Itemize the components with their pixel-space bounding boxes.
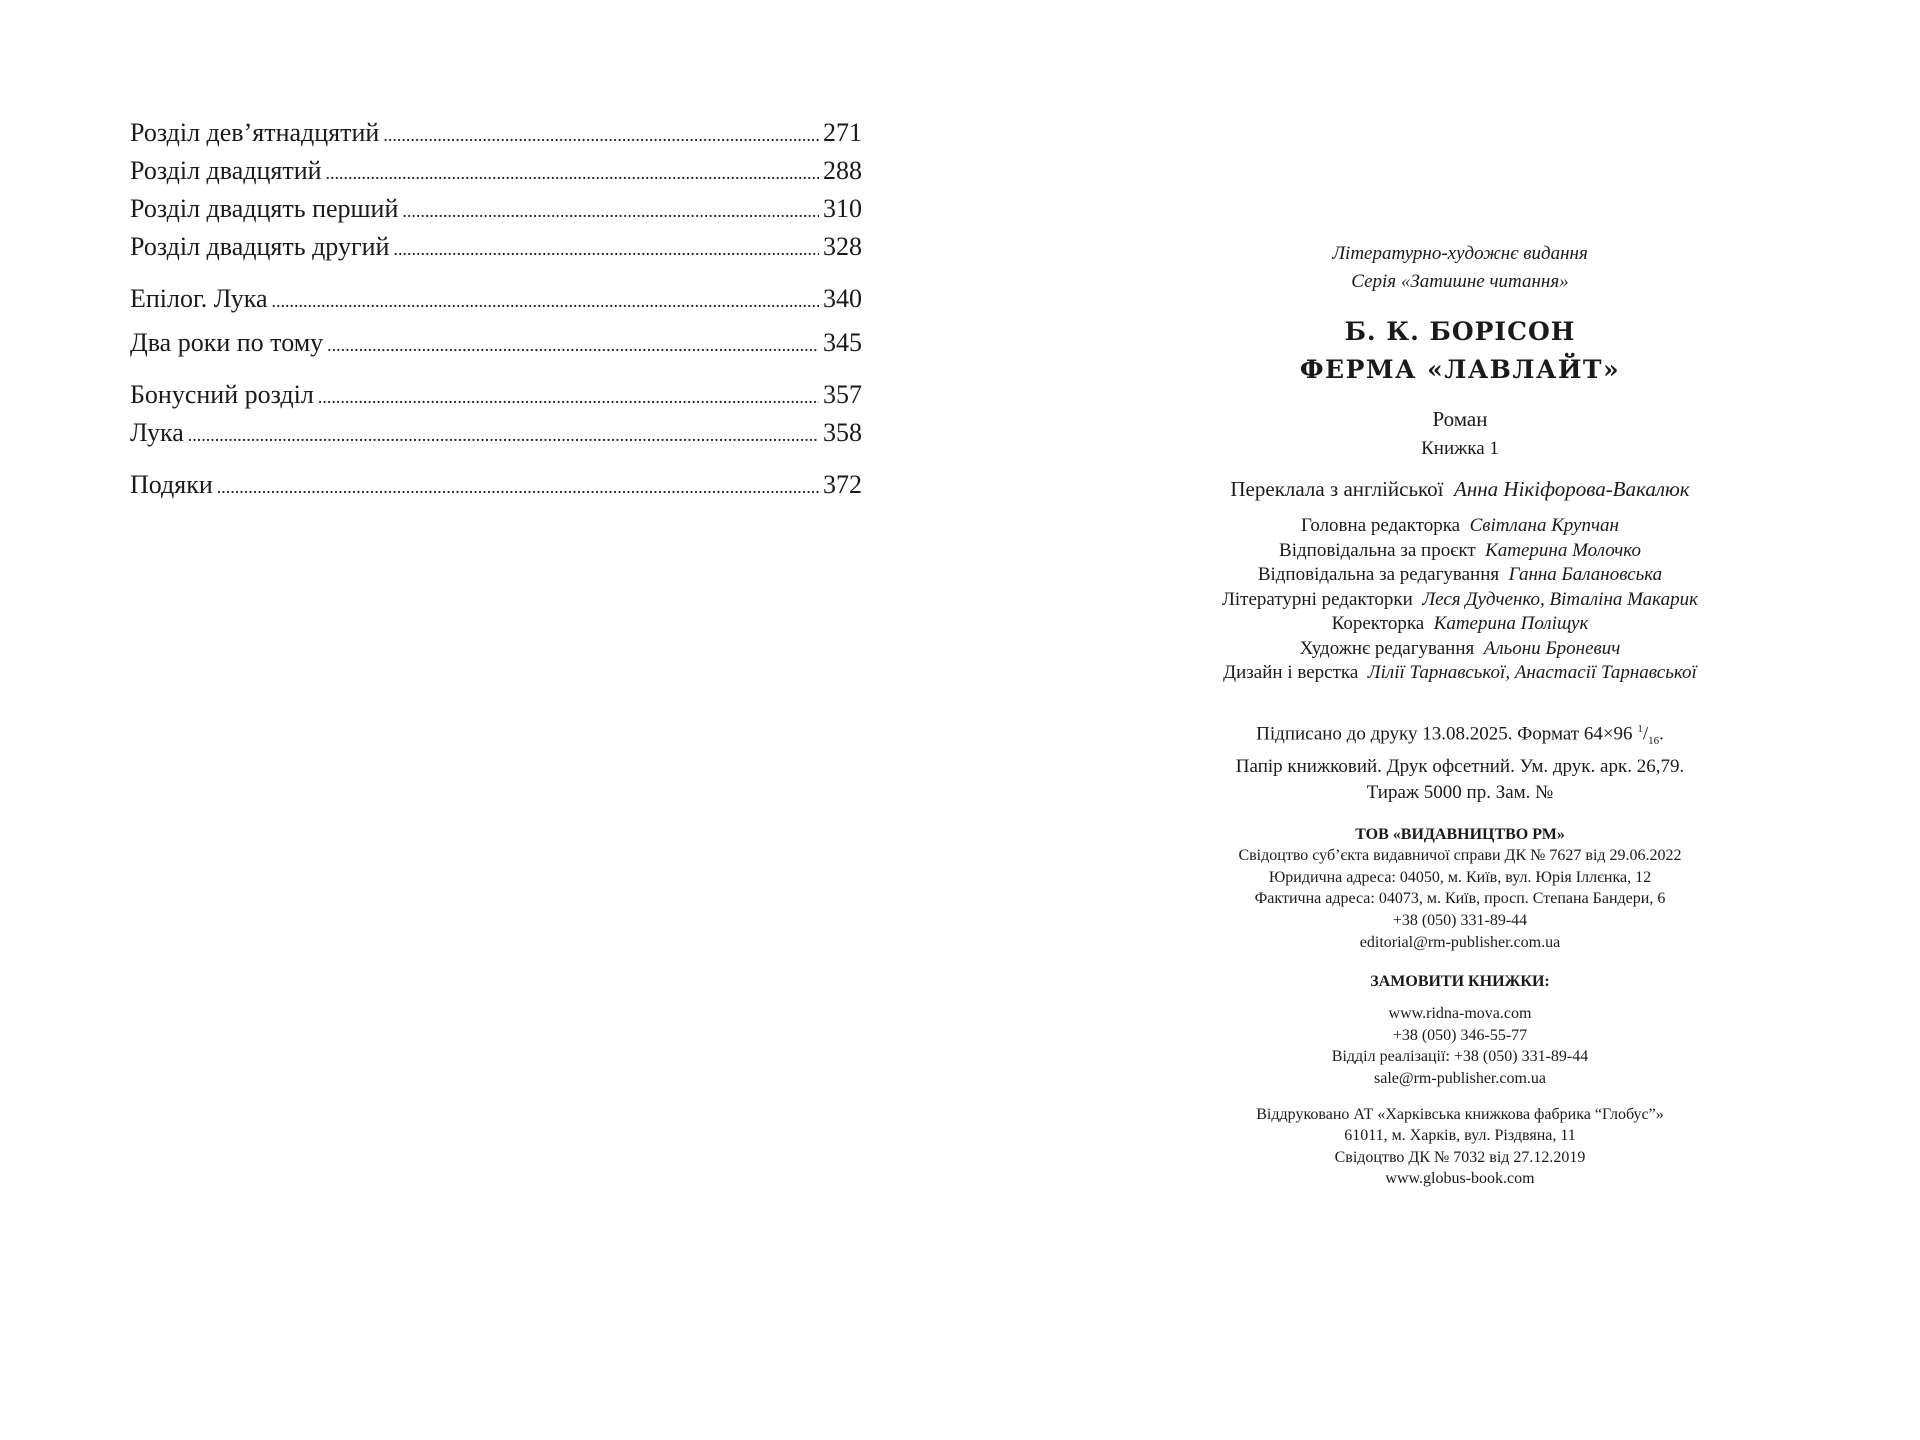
credit-name: Ганна Балановська xyxy=(1508,564,1663,585)
circulation-info: Тираж 5000 пр. Зам. № xyxy=(1366,781,1554,803)
credit-line xyxy=(1145,588,1775,613)
signed-to-print: Підписано до друку 13.08.2025. Формат 64×96 $^1/_{16}$. xyxy=(1256,722,1664,747)
toc-entry-title: Розділ двадцять перший xyxy=(130,194,399,223)
printer-website: www.globus-book.com xyxy=(1385,1170,1535,1188)
credit-role: Літературні редакторки xyxy=(1222,588,1413,610)
toc-leader-dots xyxy=(393,240,819,258)
toc-entry-page: 340 xyxy=(823,284,862,313)
toc-leader-dots xyxy=(326,164,819,182)
toc-leader-dots xyxy=(217,478,819,496)
book-number: Книжка 1 xyxy=(1421,438,1499,459)
book-author: Б. К. БОРІСОН xyxy=(1344,317,1576,346)
translator-credit xyxy=(1145,474,1775,504)
toc-entry xyxy=(130,118,862,156)
toc-entry xyxy=(130,232,862,270)
credit-name: Світлана Крупчан xyxy=(1469,515,1619,536)
toc-entry-page: 357 xyxy=(823,380,862,409)
publisher-phone: +38 (050) 331-89-44 xyxy=(1392,912,1528,929)
sales-department: Відділ реалізації: +38 (050) 331-89-44 xyxy=(1331,1048,1589,1066)
credit-role: Відповідальна за проєкт xyxy=(1279,539,1476,561)
translator-role: Переклала з англійської xyxy=(1230,477,1444,501)
credit-role: Відповідальна за редагування xyxy=(1257,564,1500,585)
imprint-page xyxy=(1145,240,1775,1190)
book-genre: Роман xyxy=(1432,407,1488,431)
credit-name: Катерина Молочко xyxy=(1485,539,1641,561)
edition-type: Літературно-художнє видання xyxy=(1332,243,1588,264)
toc-entry-title: Розділ дев’ятнадцятий xyxy=(130,118,380,147)
paper-info: Папір книжковий. Друк офсетний. Ум. друк. арк. 26,79. xyxy=(1235,755,1685,777)
format-denominator: 16 xyxy=(1648,734,1660,747)
credit-line xyxy=(1145,539,1775,564)
order-website: www.ridna-mova.com xyxy=(1388,1005,1532,1023)
publisher-line: Свідоцтво суб’єкта видавничої справи ДК № 7627 від 29.06.2022 xyxy=(1238,847,1682,865)
translator-name: Анна Нікіфорова-Вакалюк xyxy=(1454,477,1690,501)
credit-line xyxy=(1145,661,1775,686)
toc-entry xyxy=(130,194,862,232)
toc-leader-dots xyxy=(272,292,820,310)
credit-role: Головна редакторка xyxy=(1301,515,1461,536)
credit-line xyxy=(1145,612,1775,637)
format-numerator: 1 xyxy=(1637,722,1643,735)
book-title: ФЕРМА «ЛАВЛАЙТ» xyxy=(1299,355,1621,384)
toc-leader-dots xyxy=(402,202,819,220)
printer-certificate: Свідоцтво ДК № 7032 від 27.12.2019 xyxy=(1334,1148,1586,1166)
publisher-name: ТОВ «ВИДАВНИЦТВО РМ» xyxy=(1355,825,1565,843)
series-name: Серія «Затишне читання» xyxy=(1351,271,1569,292)
toc-leader-dots xyxy=(188,426,819,444)
print-details xyxy=(1145,716,1775,806)
toc-entry xyxy=(130,284,862,322)
toc-entry-page: 271 xyxy=(823,118,862,147)
toc-entry xyxy=(130,380,862,418)
toc-entry-title: Розділ двадцятий xyxy=(130,156,322,185)
credit-name: Альони Броневич xyxy=(1483,637,1621,659)
publisher-email: editorial@rm-publisher.com.ua xyxy=(1359,933,1561,951)
printer-address: 61011, м. Харків, вул. Різдвяна, 11 xyxy=(1344,1127,1576,1145)
credit-role: Дизайн і верстка xyxy=(1223,662,1359,683)
publisher-line: Фактична адреса: 04073, м. Київ, просп. Степана Бандери, 6 xyxy=(1254,890,1666,908)
toc-entry-title: Епілог. Лука xyxy=(130,284,268,313)
toc-entry-page: 328 xyxy=(823,232,862,261)
toc-entry xyxy=(130,156,862,194)
staff-credits xyxy=(1145,514,1775,686)
order-block xyxy=(1145,1003,1775,1089)
signed-to-print-text: Підписано до друку 13.08.2025. Формат 64×96 xyxy=(1256,722,1633,744)
toc-entry-title: Подяки xyxy=(130,470,213,499)
table-of-contents xyxy=(130,118,862,508)
toc-entry xyxy=(130,328,862,366)
toc-entry-page: 310 xyxy=(823,194,862,223)
toc-entry-page: 345 xyxy=(823,328,862,357)
toc-entry-page: 288 xyxy=(823,156,862,185)
printer-block xyxy=(1145,1104,1775,1190)
credit-name: Лілії Тарнавської, Анастасії Тарнавської xyxy=(1367,662,1697,683)
toc-entry-title: Лука xyxy=(130,418,184,447)
credit-name: Катерина Поліщук xyxy=(1433,613,1589,634)
credit-line xyxy=(1145,637,1775,662)
publisher-block xyxy=(1145,824,1775,954)
publisher-line: Юридична адреса: 04050, м. Київ, вул. Юрія Іллєнка, 12 xyxy=(1268,868,1652,886)
toc-entry-page: 358 xyxy=(823,418,862,447)
toc-entry-page: 372 xyxy=(823,470,862,499)
credit-role: Коректорка xyxy=(1331,613,1425,634)
credit-line xyxy=(1145,514,1775,539)
credit-line xyxy=(1145,563,1775,588)
credit-name: Леся Дудченко, Віталіна Макарик xyxy=(1422,588,1698,610)
toc-leader-dots xyxy=(318,388,819,406)
toc-leader-dots xyxy=(383,126,819,144)
signed-suffix: . xyxy=(1659,722,1664,744)
toc-entry-title: Бонусний розділ xyxy=(130,380,314,409)
order-heading: ЗАМОВИТИ КНИЖКИ: xyxy=(1370,973,1550,991)
printer-name: Віддруковано АТ «Харківська книжкова фабрика “Глобус”» xyxy=(1256,1105,1664,1123)
order-phone: +38 (050) 346-55-77 xyxy=(1392,1026,1528,1044)
toc-leader-dots xyxy=(327,336,819,354)
sales-email: sale@rm-publisher.com.ua xyxy=(1373,1069,1547,1087)
toc-entry-title: Розділ двадцять другий xyxy=(130,232,390,261)
credit-role: Художнє редагування xyxy=(1299,637,1475,659)
toc-entry xyxy=(130,418,862,456)
toc-entry-title: Два роки по тому xyxy=(130,328,324,357)
toc-entry xyxy=(130,470,862,508)
